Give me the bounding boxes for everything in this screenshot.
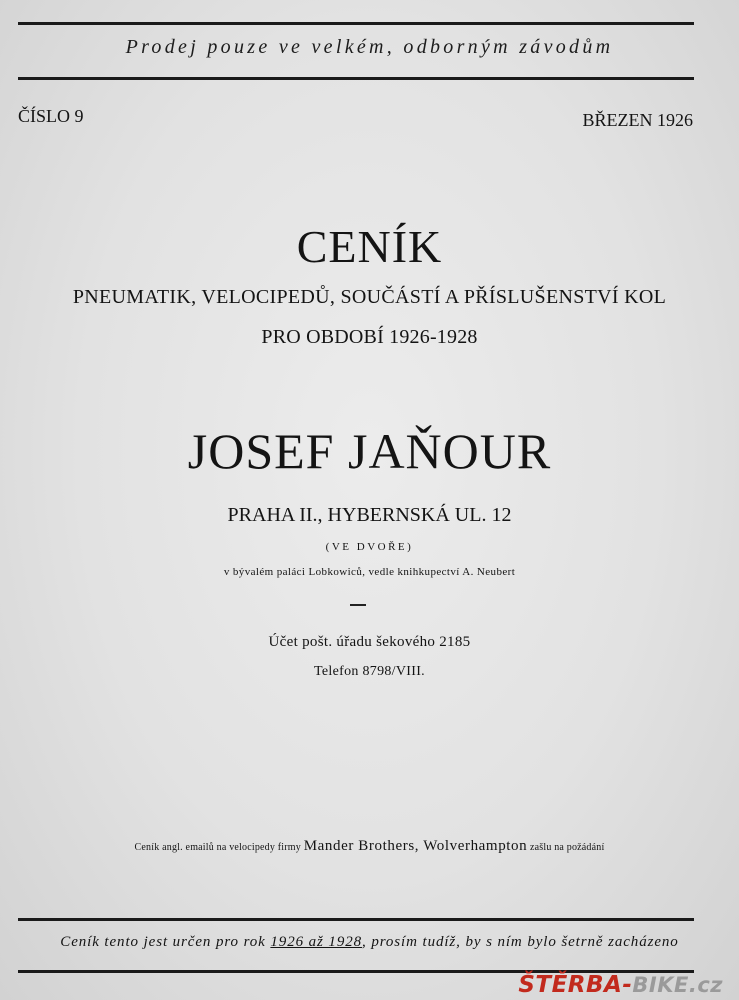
postal-account: Účet pošt. úřadu šekového 2185 bbox=[268, 634, 471, 650]
watermark-dash: - bbox=[622, 972, 633, 998]
subtitle-line-1: PNEUMATIK, VELOCIPEDŮ, SOUČÁSTÍ A PŘÍSLUŠENSTVÍ KOL bbox=[72, 286, 667, 308]
footer-after: , prosím tudíž, by s ním bylo šetrně zacházeno bbox=[362, 934, 679, 950]
tagline: Prodej pouze ve velkém, odborným závodům bbox=[125, 36, 614, 58]
note-firm: Mander Brothers, Wolverhampton bbox=[303, 838, 528, 854]
footer-rule-top bbox=[18, 918, 694, 921]
top-rule bbox=[18, 22, 694, 25]
footer-before: Ceník tento jest určen pro rok bbox=[60, 934, 266, 950]
issue-date: BŘEZEN 1926 bbox=[582, 110, 693, 130]
company-name: JOSEF JAŇOUR bbox=[187, 423, 552, 479]
watermark-brand: ŠTĚRBA bbox=[518, 972, 623, 998]
site-watermark bbox=[518, 972, 723, 998]
separator-dash bbox=[350, 604, 366, 606]
enamel-note bbox=[0, 838, 739, 855]
courtyard-note: (VE DVOŘE) bbox=[325, 541, 414, 553]
watermark-domain: BIKE.cz bbox=[632, 973, 723, 997]
header-rule bbox=[18, 77, 694, 80]
former-location: v bývalém paláci Lobkowiců, vedle knihkupectví A. Neubert bbox=[223, 566, 516, 578]
issue-number: ČÍSLO 9 bbox=[18, 106, 84, 126]
page-title: CENÍK bbox=[296, 221, 443, 272]
telephone: Telefon 8798/VIII. bbox=[314, 664, 425, 679]
company-address: PRAHA II., HYBERNSKÁ UL. 12 bbox=[227, 504, 512, 526]
footer-years: 1926 až 1928 bbox=[270, 934, 363, 950]
subtitle-line-2: PRO OBDOBÍ 1926-1928 bbox=[261, 326, 478, 348]
note-suffix: zašlu na požádání bbox=[529, 842, 605, 853]
footer-note bbox=[0, 934, 739, 951]
note-prefix: Ceník angl. emailů na velocipedy firmy bbox=[134, 842, 301, 853]
